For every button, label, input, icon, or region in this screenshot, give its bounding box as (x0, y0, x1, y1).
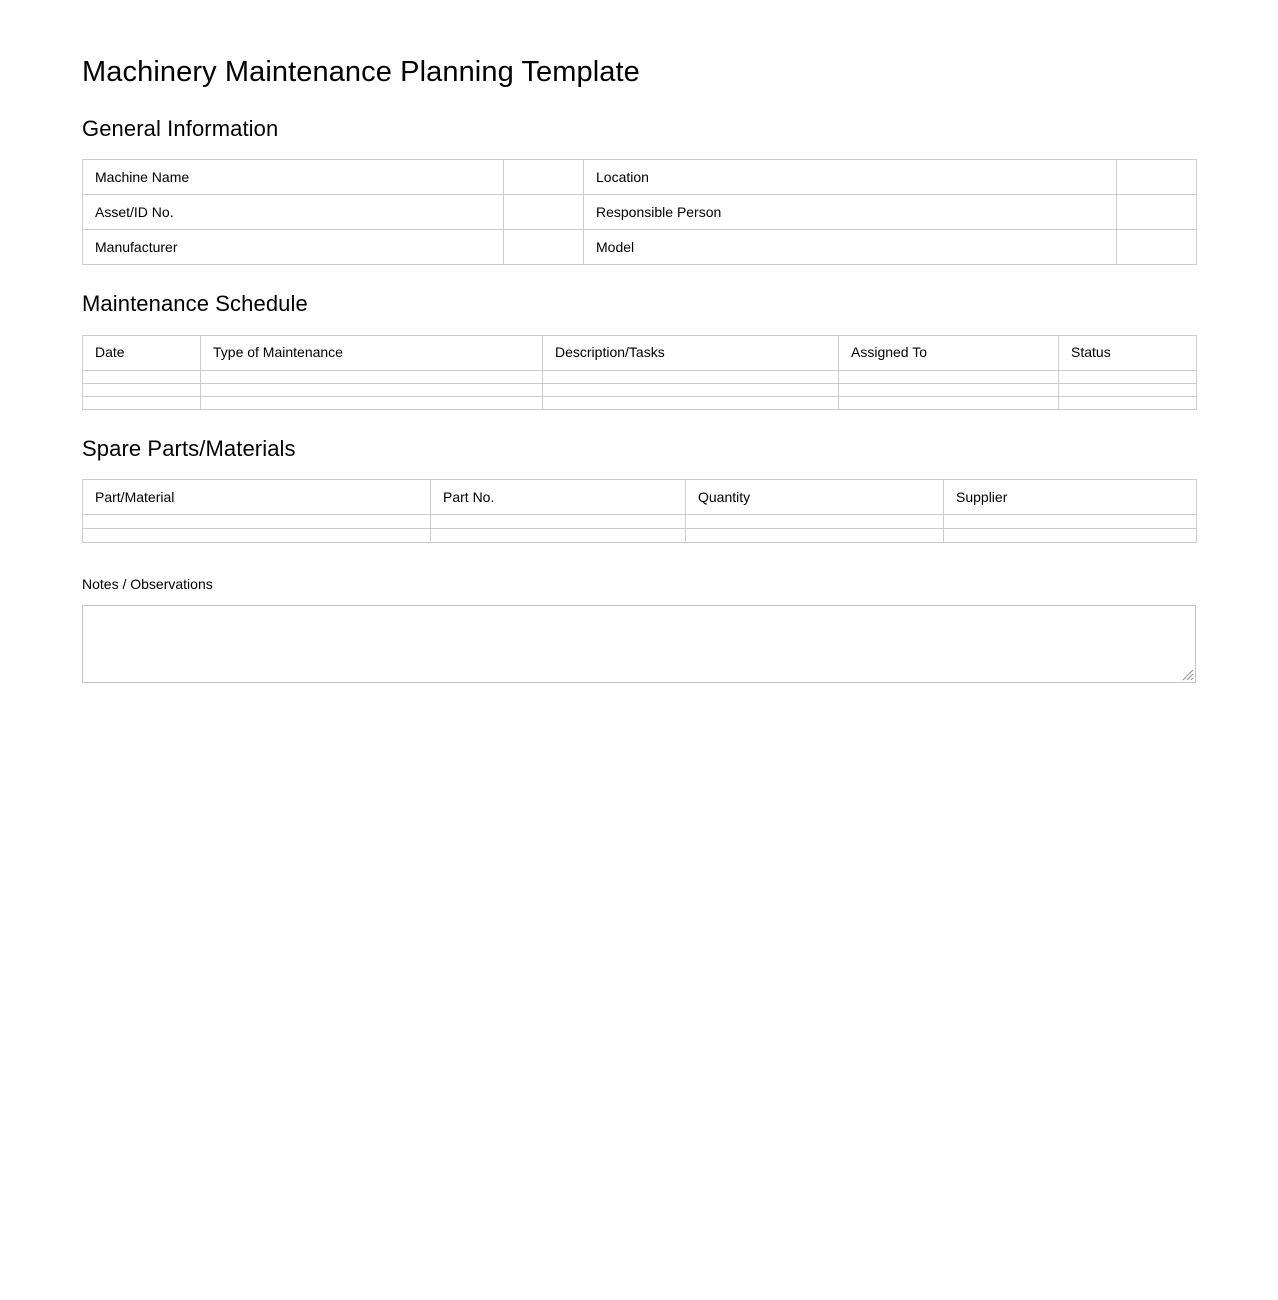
cell-type-of-maintenance[interactable] (201, 370, 543, 383)
cell-part-no[interactable] (431, 514, 686, 528)
column-header-supplier: Supplier (944, 479, 1197, 514)
general-information-table (82, 159, 1197, 265)
table-row (83, 383, 1197, 396)
column-header-assigned-to: Assigned To (839, 335, 1059, 370)
notes-textarea[interactable] (83, 606, 1195, 682)
notes-label: Notes / Observations (82, 575, 213, 592)
field-label-asset-id-no: Asset/ID No. (83, 195, 504, 230)
column-header-description-tasks: Description/Tasks (543, 335, 839, 370)
cell-assigned-to[interactable] (839, 383, 1059, 396)
field-label-responsible-person: Responsible Person (584, 195, 1117, 230)
table-header-row (83, 335, 1197, 370)
field-label-machine-name: Machine Name (83, 160, 504, 195)
spare-parts-table (82, 479, 1197, 543)
field-value-location[interactable] (1117, 160, 1197, 195)
field-value-responsible-person[interactable] (1117, 195, 1197, 230)
cell-quantity[interactable] (686, 514, 944, 528)
column-header-part-no: Part No. (431, 479, 686, 514)
table-row (83, 160, 1197, 195)
field-value-machine-name[interactable] (504, 160, 584, 195)
general-information-body (83, 160, 1197, 265)
cell-description-tasks[interactable] (543, 396, 839, 409)
page-title: Machinery Maintenance Planning Template (82, 56, 640, 88)
table-row (83, 528, 1197, 542)
table-row (83, 230, 1197, 265)
table-row (83, 514, 1197, 528)
cell-part-material[interactable] (83, 528, 431, 542)
cell-assigned-to[interactable] (839, 370, 1059, 383)
cell-date[interactable] (83, 370, 201, 383)
field-value-asset-id-no[interactable] (504, 195, 584, 230)
cell-part-material[interactable] (83, 514, 431, 528)
section-heading-maintenance-schedule: Maintenance Schedule (82, 291, 308, 317)
spare-parts-body (83, 514, 1197, 542)
cell-date[interactable] (83, 396, 201, 409)
table-row (83, 370, 1197, 383)
field-label-location: Location (584, 160, 1117, 195)
cell-type-of-maintenance[interactable] (201, 383, 543, 396)
spare-parts-header (83, 479, 1197, 514)
cell-type-of-maintenance[interactable] (201, 396, 543, 409)
maintenance-schedule-table (82, 335, 1197, 410)
table-header-row (83, 479, 1197, 514)
field-value-manufacturer[interactable] (504, 230, 584, 265)
cell-status[interactable] (1059, 396, 1197, 409)
cell-description-tasks[interactable] (543, 383, 839, 396)
cell-date[interactable] (83, 383, 201, 396)
section-heading-spare-parts-materials: Spare Parts/Materials (82, 435, 296, 461)
cell-supplier[interactable] (944, 514, 1197, 528)
table-row (83, 396, 1197, 409)
column-header-part-material: Part/Material (83, 479, 431, 514)
cell-part-no[interactable] (431, 528, 686, 542)
cell-supplier[interactable] (944, 528, 1197, 542)
cell-status[interactable] (1059, 383, 1197, 396)
cell-assigned-to[interactable] (839, 396, 1059, 409)
column-header-status: Status (1059, 335, 1197, 370)
field-label-model: Model (584, 230, 1117, 265)
cell-quantity[interactable] (686, 528, 944, 542)
field-label-manufacturer: Manufacturer (83, 230, 504, 265)
notes-field-wrapper (82, 605, 1196, 683)
table-row (83, 195, 1197, 230)
maintenance-schedule-body (83, 370, 1197, 409)
section-heading-general-information: General Information (82, 115, 279, 141)
column-header-type-of-maintenance: Type of Maintenance (201, 335, 543, 370)
cell-description-tasks[interactable] (543, 370, 839, 383)
maintenance-schedule-header (83, 335, 1197, 370)
column-header-quantity: Quantity (686, 479, 944, 514)
field-value-model[interactable] (1117, 230, 1197, 265)
cell-status[interactable] (1059, 370, 1197, 383)
column-header-date: Date (83, 335, 201, 370)
